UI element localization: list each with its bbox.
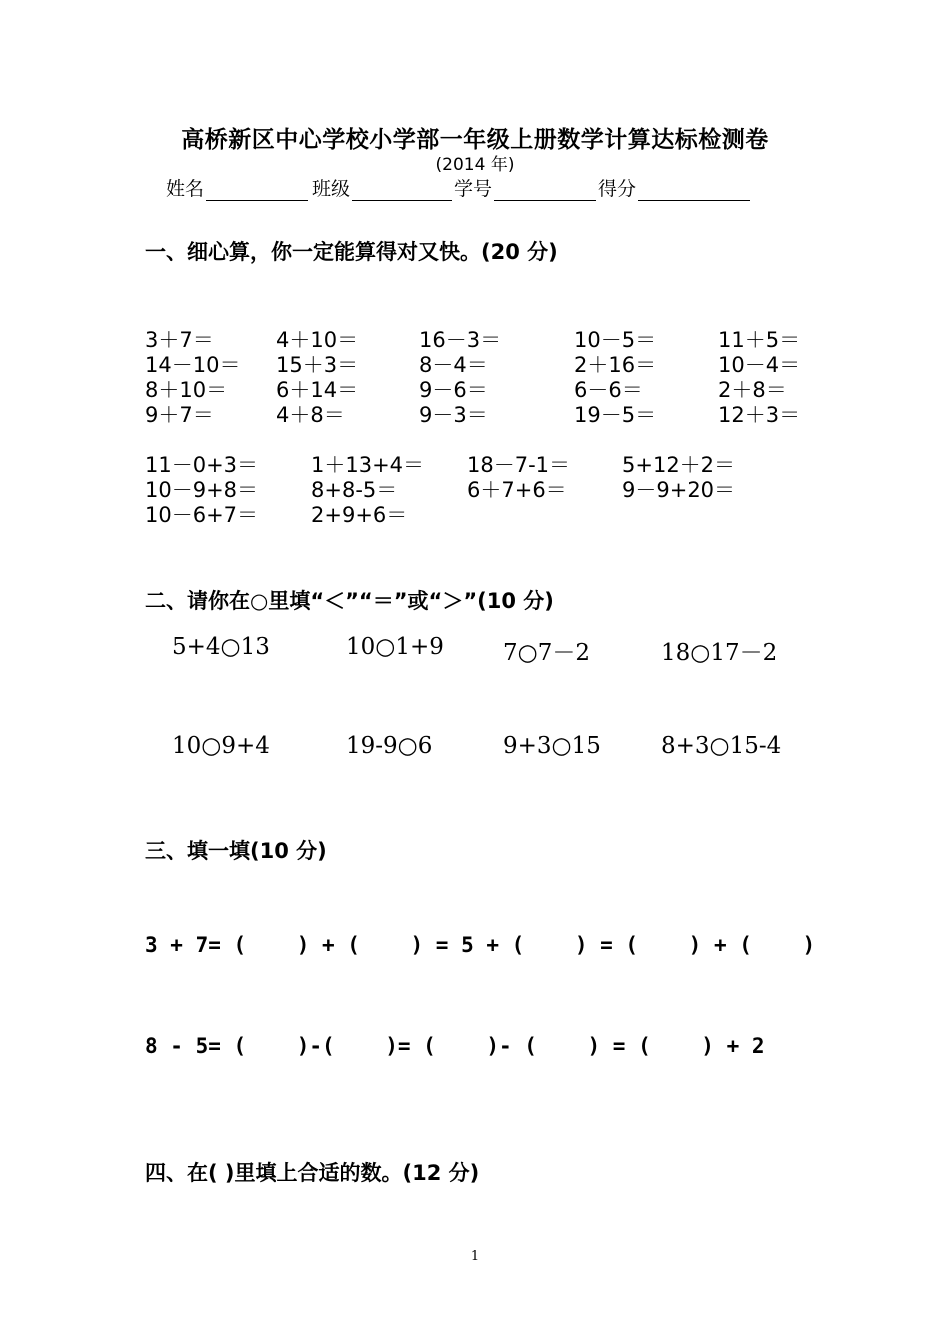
problem: 5+12＋2＝ — [622, 453, 736, 477]
section4-heading: 四、在( )里填上合适的数。(12 分) — [145, 1161, 480, 1185]
page-title: 高桥新区中心学校小学部一年级上册数学计算达标检测卷 — [181, 127, 769, 153]
compare-problem[interactable]: 8+3○15-4 — [661, 733, 782, 759]
problem: 6－6＝ — [574, 378, 643, 402]
problem: 12＋3＝ — [718, 403, 801, 427]
problem: 2＋16＝ — [574, 353, 657, 377]
section1-heading: 一、细心算，你一定能算得对又快。(20 分) — [145, 240, 558, 264]
problem: 18－7-1＝ — [467, 453, 571, 477]
problem: 2+9+6＝ — [311, 503, 408, 527]
problem: 4＋10＝ — [276, 328, 359, 352]
student-info-row — [166, 175, 750, 201]
compare-problem[interactable]: 5+4○13 — [172, 634, 270, 660]
problem: 9－3＝ — [419, 403, 488, 427]
problem: 4＋8＝ — [276, 403, 345, 427]
problem: 8＋10＝ — [145, 378, 228, 402]
compare-problem[interactable]: 10○9+4 — [172, 733, 270, 759]
name-label: 姓名 — [166, 178, 205, 200]
problem: 14－10＝ — [145, 353, 241, 377]
compare-problem[interactable]: 7○7－2 — [503, 640, 590, 666]
problem: 10－9+8＝ — [145, 478, 259, 502]
problem: 11－0+3＝ — [145, 453, 259, 477]
problem: 6＋7+6＝ — [467, 478, 567, 502]
class-label: 班级 — [312, 178, 351, 200]
compare-problem[interactable]: 9+3○15 — [503, 733, 601, 759]
problem: 10－5＝ — [574, 328, 657, 352]
problem: 15＋3＝ — [276, 353, 359, 377]
compare-problem[interactable]: 19-9○6 — [346, 733, 433, 759]
problem: 9－6＝ — [419, 378, 488, 402]
problem: 9＋7＝ — [145, 403, 214, 427]
problem: 8+8-5＝ — [311, 478, 398, 502]
problem: 19－5＝ — [574, 403, 657, 427]
problem: 8－4＝ — [419, 353, 488, 377]
problem: 2＋8＝ — [718, 378, 787, 402]
fill-line[interactable]: 3 + 7= ( ) + ( ) = 5 + ( ) = ( ) + ( ) — [145, 933, 816, 957]
problem: 11＋5＝ — [718, 328, 801, 352]
problem: 6＋14＝ — [276, 378, 359, 402]
year-label: (2014 年) — [435, 155, 515, 175]
page-number: 1 — [470, 1249, 480, 1264]
compare-problem[interactable]: 10○1+9 — [346, 634, 444, 660]
fill-line[interactable]: 8 - 5= ( )-( )= ( )- ( ) = ( ) + 2 — [145, 1034, 765, 1058]
problem: 1＋13+4＝ — [311, 453, 425, 477]
problem: 10－6+7＝ — [145, 503, 259, 527]
student-number-label: 学号 — [454, 178, 493, 200]
compare-problem[interactable]: 18○17－2 — [661, 640, 778, 666]
problem: 3＋7＝ — [145, 328, 214, 352]
student-number-blank[interactable] — [494, 180, 596, 201]
name-blank[interactable] — [206, 180, 308, 201]
class-blank[interactable] — [352, 180, 452, 201]
section2-heading: 二、请你在○里填“＜”“＝”或“＞”(10 分) — [145, 589, 554, 613]
problem: 16－3＝ — [419, 328, 502, 352]
problem: 10－4＝ — [718, 353, 801, 377]
section3-heading: 三、填一填(10 分) — [145, 839, 327, 863]
score-label: 得分 — [598, 178, 637, 200]
problem: 9－9+20＝ — [622, 478, 736, 502]
score-blank[interactable] — [638, 180, 750, 201]
